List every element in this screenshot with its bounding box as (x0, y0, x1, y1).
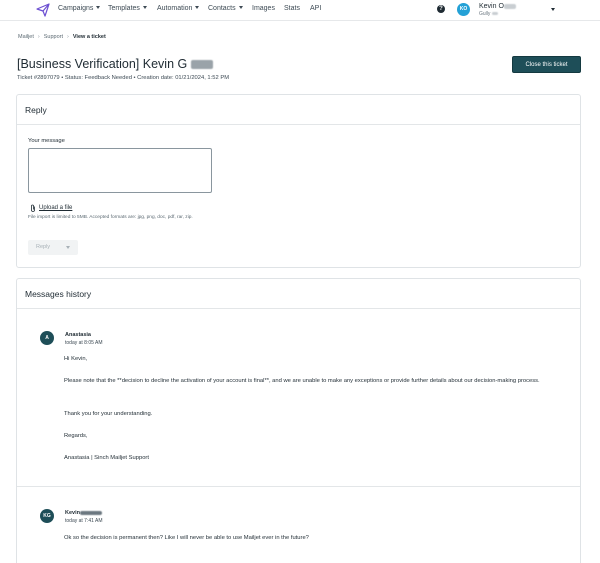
reply-card (16, 94, 581, 268)
redacted-text (492, 12, 498, 15)
chevron-down-icon[interactable] (66, 246, 70, 249)
mailjet-logo-icon[interactable] (36, 3, 50, 17)
message-paragraph: Anastasia | Sinch Mailjet Support (64, 455, 149, 461)
breadcrumb (18, 34, 106, 40)
reply-heading: Reply (17, 95, 580, 125)
upload-file-link[interactable]: Upload a file (39, 205, 73, 211)
avatar: KG (40, 509, 54, 523)
chevron-down-icon (195, 6, 199, 9)
upload-limit-note: File import is limited to 5MB. Accepted formats are: jpg, png, doc, pdf, rar, zip. (28, 215, 193, 220)
message-label: Your message (28, 138, 65, 144)
nav-stats[interactable]: Stats (284, 5, 300, 12)
user-account-name: Gully (479, 11, 498, 17)
redacted-text (191, 60, 213, 69)
message-author: Anastasia (65, 332, 91, 338)
nav-campaigns[interactable]: Campaigns (58, 5, 100, 12)
breadcrumb-mailjet[interactable]: Mailjet (18, 34, 34, 40)
chevron-down-icon (96, 6, 100, 9)
message-paragraph: Please note that the **decision to decline the activation of your account is final**, and we are unable to make any exceptions or provide further details about our decision-making process. (64, 378, 540, 384)
nav-templates[interactable]: Templates (108, 5, 147, 12)
message-author: Kevin (65, 510, 102, 516)
help-icon[interactable]: ? (437, 5, 445, 13)
message-textarea[interactable] (28, 148, 212, 193)
chevron-right-icon: › (37, 34, 40, 40)
message-divider (17, 486, 580, 487)
message-paragraph: Thank you for your understanding. (64, 411, 153, 417)
reply-button[interactable] (28, 240, 78, 255)
nav-api[interactable]: API (310, 5, 322, 12)
nav-automation[interactable]: Automation (157, 5, 199, 12)
message-paragraph: Regards, (64, 433, 88, 439)
message-paragraph: Hi Kevin, (64, 356, 88, 362)
chevron-down-icon (143, 6, 147, 9)
paperclip-icon[interactable] (30, 204, 36, 212)
messages-history-card (16, 278, 581, 563)
top-navigation-bar (0, 0, 600, 21)
user-name[interactable]: Kevin O (479, 3, 516, 10)
breadcrumb-current: View a ticket (72, 34, 106, 40)
history-heading: Messages history (17, 279, 580, 309)
close-ticket-button[interactable]: Close this ticket (512, 56, 581, 73)
redacted-text (504, 4, 516, 9)
chevron-down-icon (239, 6, 243, 9)
redacted-text (80, 511, 102, 515)
message-time: today at 7:41 AM (65, 518, 103, 524)
breadcrumb-support[interactable]: Support (43, 34, 64, 40)
message-time: today at 8:05 AM (65, 340, 103, 346)
nav-images[interactable]: Images (252, 5, 275, 12)
page-title: [Business Verification] Kevin G (17, 57, 213, 71)
reply-button-label: Reply (36, 244, 51, 250)
chevron-right-icon: › (67, 34, 69, 40)
avatar: A (40, 331, 54, 345)
user-avatar[interactable]: KO (457, 3, 470, 16)
message-paragraph: Ok so the decision is permanent then? Like I will never be able to use Mailjet ever in the future? (64, 535, 309, 541)
chevron-down-icon[interactable] (551, 8, 555, 11)
ticket-meta: Ticket #2897079 • Status: Feedback Needed • Creation date: 01/21/2024, 1:52 PM (17, 75, 230, 81)
nav-contacts[interactable]: Contacts (208, 5, 243, 12)
